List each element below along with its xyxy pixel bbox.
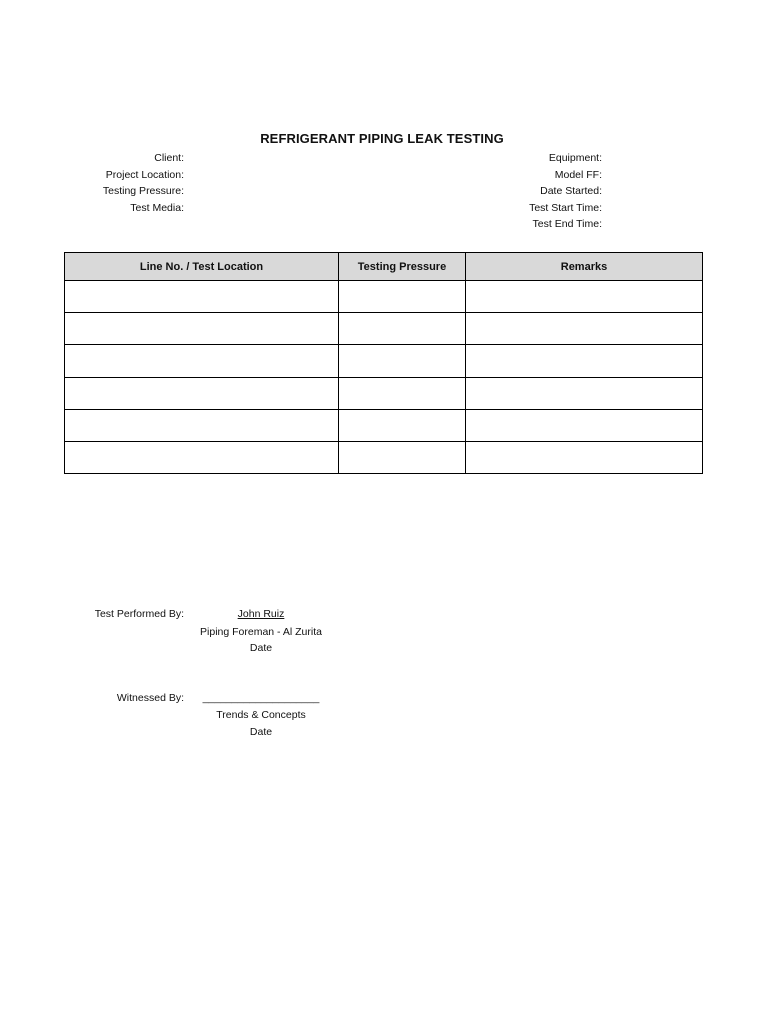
table-cell[interactable] — [466, 281, 703, 313]
table-cell[interactable] — [65, 345, 339, 377]
witnessed-by-label: Witnessed By: — [116, 692, 184, 704]
table-cell[interactable] — [466, 441, 703, 473]
performer-name-text: John Ruiz — [237, 608, 285, 620]
table-header-row — [65, 253, 703, 281]
equipment-label: Equipment: — [548, 152, 602, 164]
table-row — [65, 313, 703, 345]
table-cell[interactable] — [466, 313, 703, 345]
table-row — [65, 345, 703, 377]
table-cell[interactable] — [65, 409, 339, 441]
header-right-labels — [450, 150, 602, 233]
column-header-testing-pressure: Testing Pressure — [339, 253, 466, 281]
client-label: Client: — [154, 152, 184, 164]
table-row — [65, 377, 703, 409]
date-started-label: Date Started: — [540, 185, 602, 198]
test-start-time-label: Test Start Time: — [529, 201, 602, 214]
table-row — [65, 281, 703, 313]
table-cell[interactable] — [339, 409, 466, 441]
table-row — [65, 441, 703, 473]
witness-signature-line: ____________________ — [202, 692, 320, 704]
table-cell[interactable] — [65, 313, 339, 345]
column-header-line-location: Line No. / Test Location — [65, 253, 339, 281]
table-row — [65, 409, 703, 441]
table-cell[interactable] — [339, 377, 466, 409]
model-ff-label: Model FF: — [554, 168, 602, 181]
table-cell[interactable] — [65, 441, 339, 473]
table-cell[interactable] — [466, 377, 703, 409]
table-cell[interactable] — [466, 345, 703, 377]
testing-pressure-label: Testing Pressure: — [102, 185, 184, 198]
witness-title: Trends & Concepts — [216, 709, 306, 721]
page-title: REFRIGERANT PIPING LEAK TESTING — [260, 131, 504, 146]
test-media-label: Test Media: — [130, 201, 184, 214]
table-cell[interactable] — [65, 377, 339, 409]
performer-name — [180, 608, 342, 620]
table-cell[interactable] — [339, 313, 466, 345]
table-cell[interactable] — [339, 441, 466, 473]
table-cell[interactable] — [65, 281, 339, 313]
witness-date-label: Date — [249, 726, 273, 738]
performer-date-label: Date — [249, 642, 273, 654]
performer-title: Piping Foreman - Al Zurita — [200, 626, 322, 638]
header-left-labels — [60, 150, 184, 216]
test-end-time-label: Test End Time: — [532, 218, 602, 231]
table-cell[interactable] — [466, 409, 703, 441]
test-performed-by-label: Test Performed By: — [94, 608, 184, 620]
table-cell[interactable] — [339, 281, 466, 313]
project-location-label: Project Location: — [105, 168, 184, 181]
column-header-remarks: Remarks — [466, 253, 703, 281]
table-cell[interactable] — [339, 345, 466, 377]
leak-test-table — [64, 252, 703, 474]
